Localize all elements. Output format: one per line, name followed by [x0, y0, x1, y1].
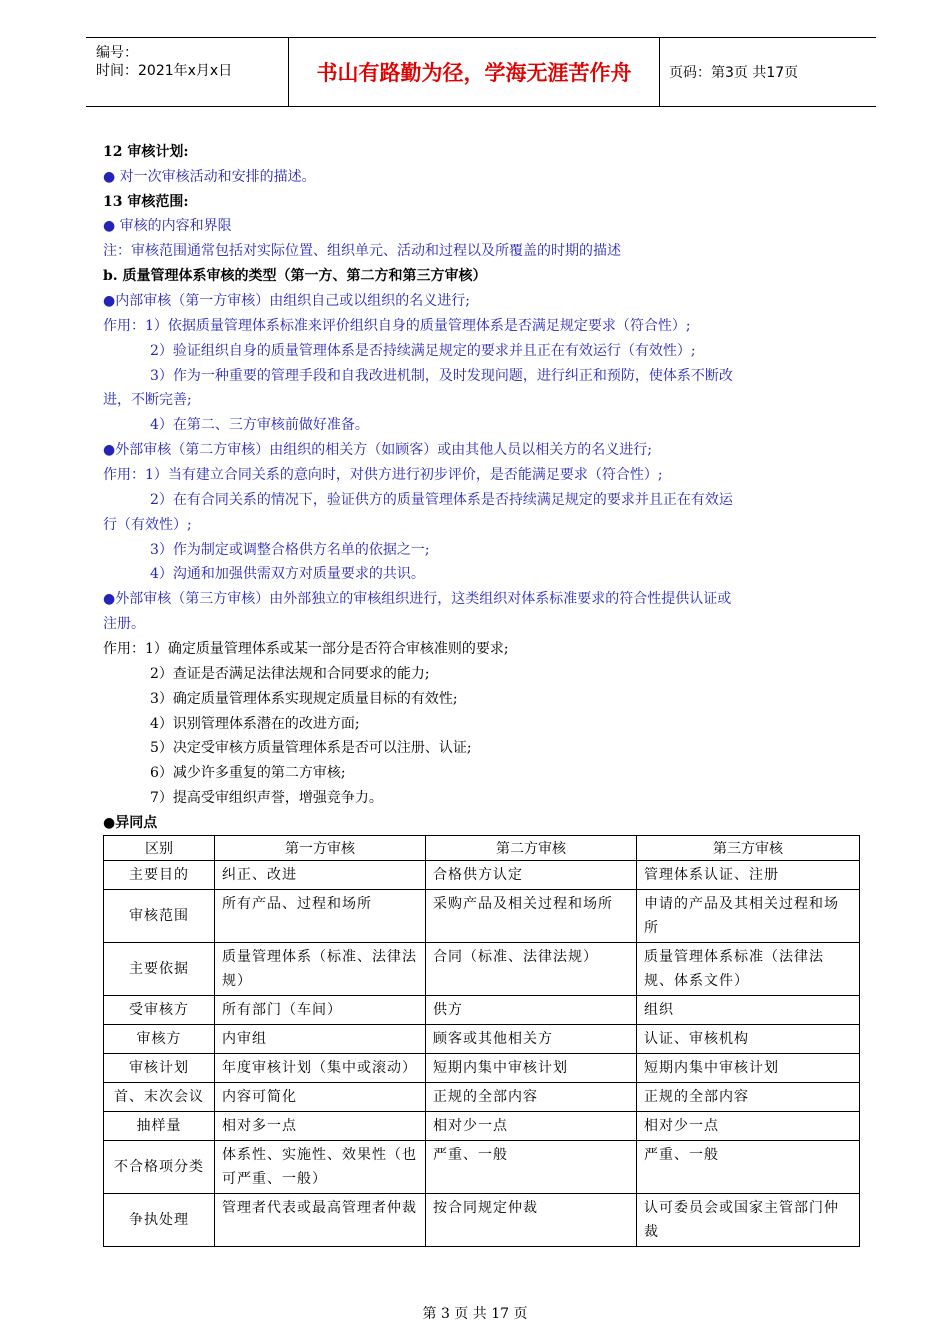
table-row	[104, 1141, 860, 1194]
table-row	[104, 943, 860, 996]
table-cell: 短期内集中审核计划	[426, 1054, 637, 1083]
page-footer: 第 3 页 共 17 页	[422, 1306, 528, 1322]
page-header	[86, 37, 876, 107]
table-cell: 严重、一般	[426, 1141, 637, 1194]
text-second-party-purpose-1: 作用：1）当有建立合同关系的意向时，对供方进行初步评价，是否能满足要求（符合性）;	[103, 467, 663, 483]
table-cell: 相对少一点	[426, 1112, 637, 1141]
header-motto: 书山有路勤为径，学海无涯苦作舟	[289, 38, 660, 106]
table-row-label: 受审核方	[104, 996, 215, 1025]
table-row	[104, 1025, 860, 1054]
table-cell: 纠正、改进	[215, 861, 426, 890]
text-third-party-purpose-2: 2）查证是否满足法律法规和合同要求的能力;	[150, 666, 430, 682]
table-header-row	[104, 836, 860, 861]
table-row	[104, 890, 860, 943]
header-page-number: 页码：第3页 共17页	[669, 65, 799, 81]
text-first-party-purpose-4: 4）在第二、三方审核前做好准备。	[150, 417, 369, 433]
text-third-party-audit: ●外部审核（第三方审核）由外部独立的审核组织进行，这类组织对体系标准要求的符合性提供认证或	[103, 591, 732, 607]
table-cell: 年度审核计划（集中或滚动）	[215, 1054, 426, 1083]
table-cell: 管理者代表或最高管理者仲裁	[215, 1194, 426, 1247]
text-second-party-purpose-4: 4）沟通和加强供需双方对质量要求的共识。	[150, 566, 425, 582]
table-cell: 管理体系认证、注册	[637, 861, 860, 890]
text-third-party-purpose-3: 3）确定质量管理体系实现规定质量目标的有效性;	[150, 691, 458, 707]
bullet-audit-scope-def: ● 审核的内容和界限	[103, 218, 232, 234]
table-cell: 正规的全部内容	[637, 1083, 860, 1112]
text-third-party-purpose-4: 4）识别管理体系潜在的改进方面;	[150, 716, 360, 732]
table-row-label: 主要依据	[104, 943, 215, 996]
table-row	[104, 1083, 860, 1112]
text-first-party-purpose-3-cont: 进，不断完善;	[103, 392, 192, 408]
table-cell: 合同（标准、法律法规）	[426, 943, 637, 996]
bullet-audit-plan-def: ● 对一次审核活动和安排的描述。	[103, 169, 316, 185]
table-cell: 内审组	[215, 1025, 426, 1054]
table-cell: 采购产品及相关过程和场所	[426, 890, 637, 943]
audit-comparison-table	[103, 835, 860, 1247]
table-row-label: 审核范围	[104, 890, 215, 943]
table-cell: 供方	[426, 996, 637, 1025]
table-cell: 相对少一点	[637, 1112, 860, 1141]
heading-differences: ●异同点	[103, 815, 158, 831]
table-row-label: 主要目的	[104, 861, 215, 890]
table-cell: 组织	[637, 996, 860, 1025]
text-third-party-purpose-6: 6）减少许多重复的第二方审核;	[150, 765, 346, 781]
table-cell: 申请的产品及其相关过程和场所	[637, 890, 860, 943]
text-third-party-purpose-7: 7）提高受审组织声誉，增强竞争力。	[150, 790, 383, 806]
table-row-label: 审核计划	[104, 1054, 215, 1083]
text-first-party-purpose-3: 3）作为一种重要的管理手段和自我改进机制，及时发现问题，进行纠正和预防，使体系不断改	[150, 368, 733, 384]
text-first-party-audit: ●内部审核（第一方审核）由组织自己或以组织的名义进行;	[103, 293, 470, 309]
table-row	[104, 1194, 860, 1247]
text-first-party-purpose-2: 2）验证组织自身的质量管理体系是否持续满足规定的要求并且正在有效运行（有效性）;	[150, 343, 696, 359]
table-cell: 质量管理体系标准（法律法规、体系文件）	[637, 943, 860, 996]
table-header-cell: 第二方审核	[426, 836, 637, 861]
table-row	[104, 996, 860, 1025]
table-cell: 内容可简化	[215, 1083, 426, 1112]
heading-audit-types: b. 质量管理体系审核的类型（第一方、第二方和第三方审核）	[103, 268, 487, 284]
table-row-label: 首、末次会议	[104, 1083, 215, 1112]
table-cell: 短期内集中审核计划	[637, 1054, 860, 1083]
table-cell: 正规的全部内容	[426, 1083, 637, 1112]
table-cell: 认证、审核机构	[637, 1025, 860, 1054]
table-cell: 所有部门（车间）	[215, 996, 426, 1025]
doc-date-label: 时间：2021年x月x日	[96, 63, 233, 79]
table-row-label: 抽样量	[104, 1112, 215, 1141]
table-row-label: 争执处理	[104, 1194, 215, 1247]
table-cell: 相对多一点	[215, 1112, 426, 1141]
table-row-label: 不合格项分类	[104, 1141, 215, 1194]
text-third-party-purpose-1: 作用：1）确定质量管理体系或某一部分是否符合审核准则的要求;	[103, 641, 509, 657]
doc-code-label: 编号：	[96, 45, 138, 61]
table-row-label: 审核方	[104, 1025, 215, 1054]
table-cell: 体系性、实施性、效果性（也可严重、一般）	[215, 1141, 426, 1194]
text-second-party-purpose-2: 2）在有合同关系的情况下，验证供方的质量管理体系是否持续满足规定的要求并且正在有效运	[150, 492, 733, 508]
table-cell: 认可委员会或国家主管部门仲裁	[637, 1194, 860, 1247]
heading-audit-scope: 13 审核范围:	[103, 194, 189, 210]
header-meta	[86, 38, 289, 106]
table-header-cell: 第三方审核	[637, 836, 860, 861]
table-header-cell: 区别	[104, 836, 215, 861]
heading-audit-plan: 12 审核计划:	[103, 144, 189, 160]
table-row	[104, 1112, 860, 1141]
table-row	[104, 1054, 860, 1083]
text-third-party-purpose-5: 5）决定受审核方质量管理体系是否可以注册、认证;	[150, 740, 472, 756]
text-second-party-audit: ●外部审核（第二方审核）由组织的相关方（如顾客）或由其他人员以相关方的名义进行;	[103, 442, 652, 458]
table-cell: 顾客或其他相关方	[426, 1025, 637, 1054]
table-cell: 按合同规定仲裁	[426, 1194, 637, 1247]
text-first-party-purpose-1: 作用：1）依据质量管理体系标准来评价组织自身的质量管理体系是否满足规定要求（符合性）;	[103, 318, 691, 334]
table-cell: 质量管理体系（标准、法律法规）	[215, 943, 426, 996]
text-second-party-purpose-3: 3）作为制定或调整合格供方名单的依据之一;	[150, 542, 430, 558]
text-second-party-purpose-2-cont: 行（有效性）;	[103, 517, 192, 533]
table-cell: 合格供方认定	[426, 861, 637, 890]
table-header-cell: 第一方审核	[215, 836, 426, 861]
table-cell: 严重、一般	[637, 1141, 860, 1194]
note-audit-scope: 注：审核范围通常包括对实际位置、组织单元、活动和过程以及所覆盖的时期的描述	[103, 243, 621, 259]
table-row	[104, 861, 860, 890]
table-cell: 所有产品、过程和场所	[215, 890, 426, 943]
text-third-party-audit-cont: 注册。	[103, 616, 145, 632]
